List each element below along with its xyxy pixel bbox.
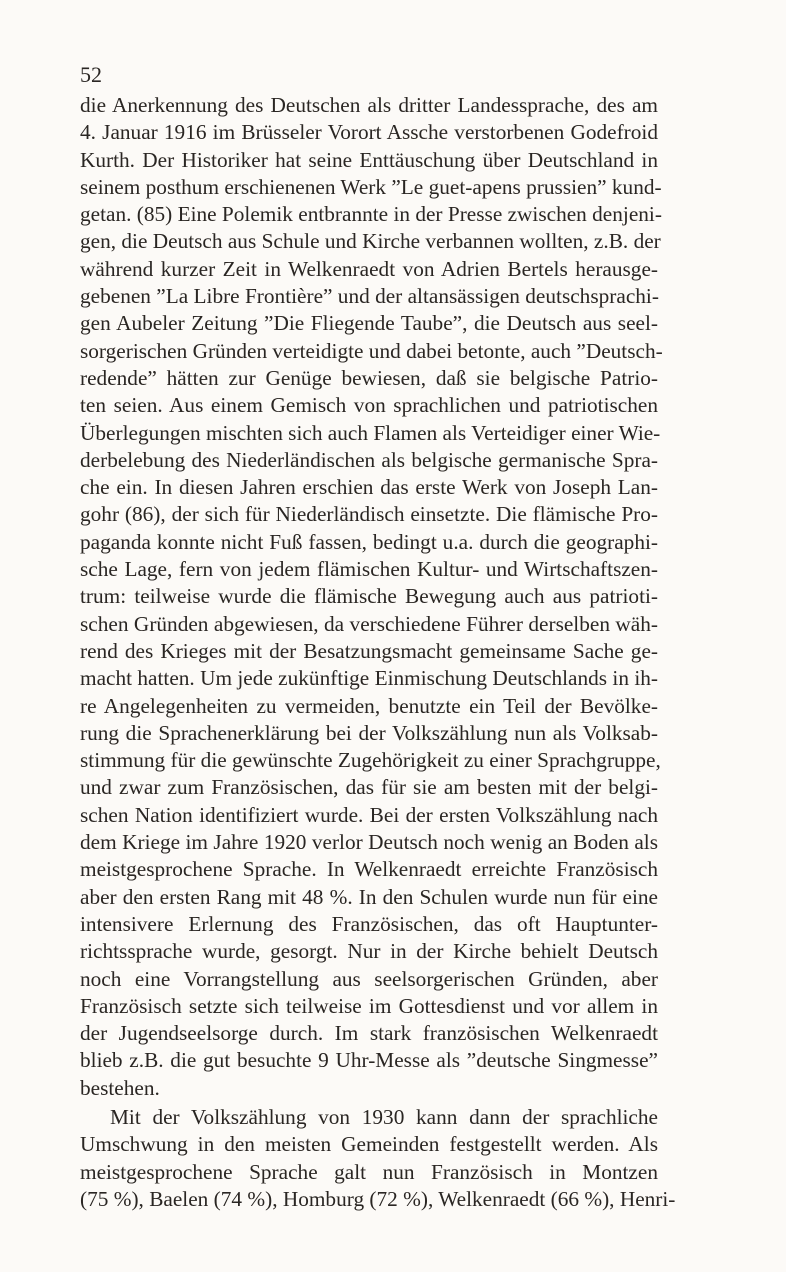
text-line: sche Lage, fern von jedem flämischen Kultur- und Wirtschaftszen- (80, 557, 658, 582)
text-line: re Angelegenheiten zu vermeiden, benutzte ein Teil der Bevölke- (80, 693, 658, 718)
paragraph-2 (80, 1104, 676, 1213)
text-line: 4. Januar 1916 im Brüsseler Vorort Assche verstorbenen Godefroid (80, 120, 658, 145)
text-line: dem Kriege im Jahre 1920 verlor Deutsch noch wenig an Boden als (80, 830, 658, 855)
text-line: trum: teilweise wurde die flämische Bewegung auch aus patrioti- (80, 584, 658, 609)
text-line: che ein. In diesen Jahren erschien das erste Werk von Joseph Lan- (80, 475, 658, 500)
text-line: die Anerkennung des Deutschen als dritter Landessprache, des am (80, 93, 658, 117)
text-line: schen Nation identifiziert wurde. Bei der ersten Volkszählung nach (80, 802, 658, 827)
text-line: der Jugendseelsorge durch. Im stark französischen Welkenraedt (80, 1021, 658, 1046)
text-line: Mit der Volkszählung von 1930 kann dann der sprachliche (110, 1104, 658, 1129)
text-line: während kurzer Zeit in Welkenraedt von Adrien Bertels herausge- (80, 256, 658, 281)
text-line: blieb z.B. die gut besuchte 9 Uhr-Messe als ”deutsche Singmesse” (80, 1048, 658, 1073)
text-line: ten seien. Aus einem Gemisch von sprachlichen und patriotischen (80, 393, 658, 418)
text-line: derbelebung des Niederländischen als belgische germanische Spra- (80, 447, 658, 472)
text-line: rung die Sprachenerklärung bei der Volkszählung nun als Volksab- (80, 720, 658, 745)
text-line: Kurth. Der Historiker hat seine Enttäuschung über Deutschland in (80, 147, 658, 172)
text-line: richtssprache wurde, gesorgt. Nur in der Kirche behielt Deutsch (80, 939, 658, 964)
text-line: seinem posthum erschienenen Werk ”Le guet-apens prussien” kund- (80, 174, 662, 199)
text-line: und zwar zum Französischen, das für sie am besten mit der belgi- (80, 775, 658, 800)
text-line: redende” hätten zur Genüge bewiesen, daß sie belgische Patrio- (80, 365, 658, 390)
body-text (80, 92, 676, 1213)
text-line: noch eine Vorrangstellung aus seelsorgerischen Gründen, aber (80, 966, 658, 991)
text-line: Französisch setzte sich teilweise im Gottesdienst und vor allem in (80, 993, 658, 1018)
text-line: gohr (86), der sich für Niederländisch einsetzte. Die flämische Pro- (80, 502, 658, 527)
page-number: 52 (80, 62, 102, 87)
text-line: rend des Krieges mit der Besatzungsmacht gemeinsame Sache ge- (80, 638, 658, 663)
text-line: aber den ersten Rang mit 48 %. In den Schulen wurde nun für eine (80, 884, 658, 909)
text-line: paganda konnte nicht Fuß fassen, bedingt u.a. durch die geographi- (80, 529, 658, 554)
text-line: meistgesprochene Sprache galt nun Französisch in Montzen (80, 1159, 658, 1184)
text-line: bestehen. (80, 1075, 160, 1100)
paragraph-1 (80, 92, 663, 1102)
text-line: (75 %), Baelen (74 %), Homburg (72 %), Welkenraedt (66 %), Henri- (80, 1186, 676, 1211)
text-line: macht hatten. Um jede zukünftige Einmischung Deutschlands in ih- (80, 666, 658, 691)
text-line: sorgerischen Gründen verteidigte und dabei betonte, auch ”Deutsch- (80, 338, 663, 363)
text-line: stimmung für die gewünschte Zugehörigkeit zu einer Sprachgruppe, (80, 748, 661, 773)
text-line: gen Aubeler Zeitung ”Die Fliegende Taube”, die Deutsch aus seel- (80, 311, 658, 336)
text-line: Überlegungen mischten sich auch Flamen als Verteidiger einer Wie- (80, 420, 661, 445)
text-line: getan. (85) Eine Polemik entbrannte in der Presse zwischen denjeni- (80, 202, 662, 227)
text-line: schen Gründen abgewiesen, da verschiedene Führer derselben wäh- (80, 611, 658, 636)
text-line: gebenen ”La Libre Frontière” und der altansässigen deutschsprachi- (80, 284, 659, 309)
text-line: Umschwung in den meisten Gemeinden festgestellt werden. Als (80, 1132, 658, 1157)
text-line: gen, die Deutsch aus Schule und Kirche verbannen wollten, z.B. der (80, 229, 661, 254)
text-line: intensivere Erlernung des Französischen, das oft Hauptunter- (80, 911, 658, 936)
text-line: meistgesprochene Sprache. In Welkenraedt erreichte Französisch (80, 857, 658, 882)
